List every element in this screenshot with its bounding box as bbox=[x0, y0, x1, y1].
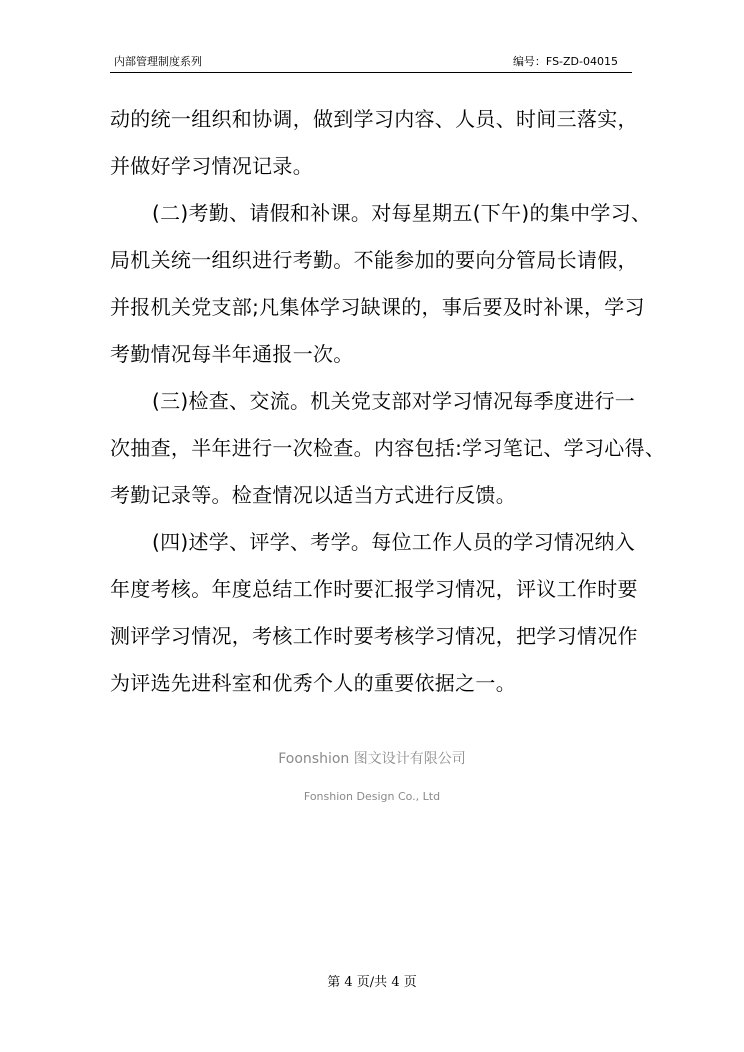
text-line: (三)检查、交流。机关党支部对学习情况每季度进行一 bbox=[152, 389, 636, 413]
text-line: 并做好学习情况记录。 bbox=[110, 154, 313, 178]
paragraph-attendance bbox=[110, 190, 652, 378]
text-line: 局机关统一组织进行考勤。不能参加的要向分管局长请假， bbox=[110, 248, 638, 272]
text-line: 并报机关党支部;凡集体学习缺课的，事后要及时补课，学习 bbox=[110, 295, 645, 319]
text-line: 年度考核。年度总结工作时要汇报学习情况，评议工作时要 bbox=[110, 577, 638, 601]
text-line: (二)考勤、请假和补课。对每星期五(下午)的集中学习、 bbox=[152, 201, 652, 225]
paragraph-continuation bbox=[110, 96, 638, 190]
text-line: (四)述学、评学、考学。每位工作人员的学习情况纳入 bbox=[152, 530, 636, 554]
page-header bbox=[110, 52, 632, 73]
text-line: 次抽查，半年进行一次检查。内容包括:学习笔记、学习心得、 bbox=[110, 436, 666, 460]
text-line: 考勤情况每半年通报一次。 bbox=[110, 342, 354, 366]
text-line: 为评选先进科室和优秀个人的重要依据之一。 bbox=[110, 671, 516, 695]
document-number: 编号：FS-ZD-04015 bbox=[512, 55, 618, 68]
paragraph-inspection bbox=[110, 378, 666, 519]
text-line: 动的统一组织和协调，做到学习内容、人员、时间三落实， bbox=[110, 107, 638, 131]
company-name-en: Fonshion Design Co., Ltd bbox=[303, 790, 441, 803]
page-number: 第 4 页/共 4 页 bbox=[327, 975, 417, 990]
text-line: 考勤记录等。检查情况以适当方式进行反馈。 bbox=[110, 483, 516, 507]
paragraph-evaluation bbox=[110, 519, 638, 707]
body-text bbox=[110, 96, 666, 707]
company-name-cn: Foonshion 图文设计有限公司 bbox=[278, 751, 466, 767]
text-line: 测评学习情况，考核工作时要考核学习情况，把学习情况作 bbox=[110, 624, 638, 648]
series-title: 内部管理制度系列 bbox=[114, 55, 202, 68]
